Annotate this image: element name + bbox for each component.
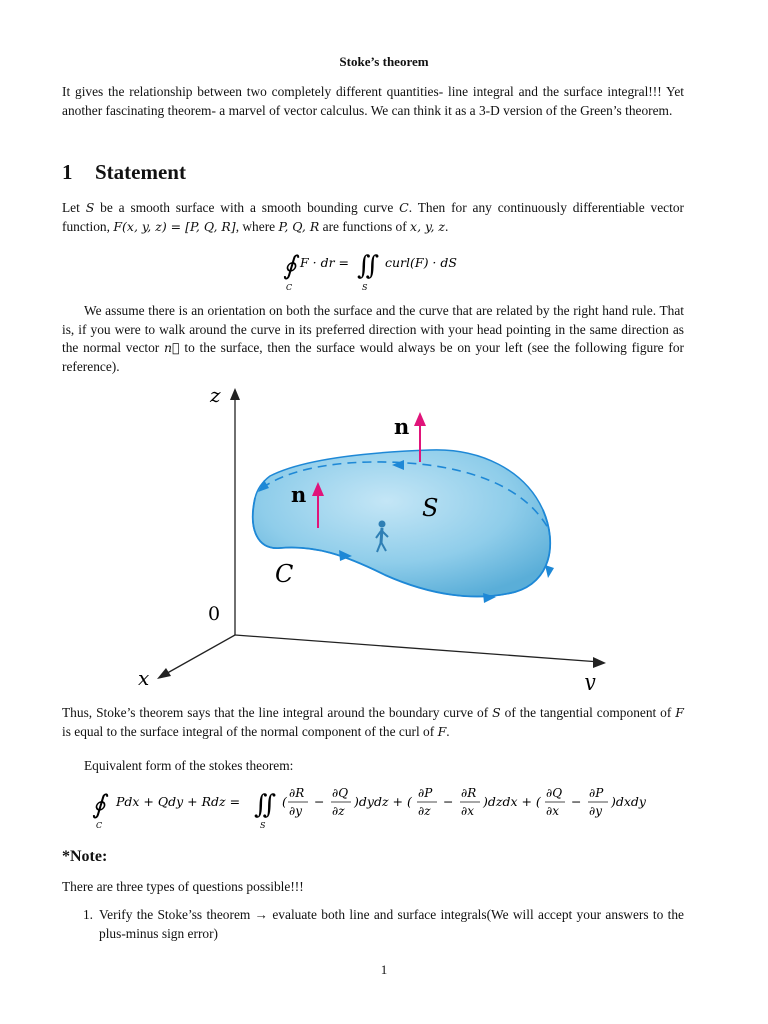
math-s-2: S [492,705,501,720]
eq2-sub-s: S [260,821,266,830]
math-n-vector: n⃗ [164,340,180,355]
eq2-frac4-num: ∂R [461,786,477,800]
orientation-text-a: We assume there is an orientation on both the surface and the curve that are related by the right hand rule. That is, if you were to walk around the curve in its preferred direction with your head pointing in the same direction as the normal vector [62,303,684,355]
eq2-minus-1: − [314,794,325,809]
normal-label-top: n [394,414,410,439]
eq2-open-paren: ( [282,794,287,809]
eq2-term1: )dydz + ( [354,794,412,809]
eq2-frac6-den: ∂y [589,804,602,818]
equivalent-label: Equivalent form of the stokes theorem: [84,758,294,773]
eq2-minus-3: − [571,794,582,809]
eq2-minus-2: − [443,794,454,809]
list-item [62,906,684,943]
eq2-term2: )dzdx + ( [483,794,541,809]
x-axis [162,635,235,676]
double-integral-symbol: ∬ [357,251,380,281]
document-title: Stoke’s theorem [339,54,429,69]
eq2-contour-symbol: ∮ [92,790,106,820]
equation-stokes [0,246,768,296]
stokes-figure-svg [130,380,620,690]
eq2-frac1-num: ∂R [289,786,305,800]
stokes-figure [130,380,620,690]
list-item-number: 1. [82,907,93,922]
math-f-1: F [675,705,684,720]
statement-text-4: , where [235,218,276,234]
section-number: 1 [62,160,73,184]
math-s: S [85,200,95,215]
y-axis-label: y [584,669,596,690]
x-axis-arrow [157,668,171,679]
eq1-rhs: curl(F) · dS [385,255,457,270]
y-axis-arrow [593,657,606,668]
math-f-function: F(x, y, z) = [P, Q, R] [113,218,236,234]
thus-text-c: is equal to the surface integral of the normal component of the curl of [62,723,435,739]
list-item-text: Verify the Stoke’ss theorem → evaluate both line and surface integrals(We will accept your answers to the plus-minus sign error) [99,907,684,941]
statement-text-3: . Then for any continuously differentiable vector function, [62,200,684,234]
orientation-text-b: to the surface, then the surface would always be on your left (see the following figure for reference). [62,340,684,374]
eq2-frac1-den: ∂y [289,804,302,818]
thus-text-d: . [446,723,450,739]
eq2-frac5-num: ∂Q [546,786,563,800]
eq2-term3: )dxdy [611,794,646,809]
equation-stokes-svg [0,246,768,296]
eq1-sub-s: S [362,283,368,292]
eq2-lhs: Pdx + Qdy + Rdz = [116,794,241,809]
eq2-frac4-den: ∂x [461,804,474,818]
z-axis-label: z [210,383,221,407]
normal-vector-top-head [414,412,426,426]
statement-text-1: Let [62,200,80,215]
y-axis [235,635,600,662]
statement-text-6: . [444,218,449,234]
eq1-sub-c: C [286,283,293,292]
eq2-sub-c: C [96,821,103,830]
z-axis-arrow [230,388,240,400]
normal-label-left: n [291,482,307,507]
eq2-frac6-num: ∂P [589,786,604,800]
math-pqr: P, Q, R [278,218,320,234]
note-heading: *Note: [62,848,108,865]
note-text: There are three types of questions possible!!! [62,879,304,894]
curve-label-c: C [275,560,294,588]
origin-label: 0 [208,603,221,625]
eq2-frac3-den: ∂z [418,804,431,818]
intro-paragraph: It gives the relationship between two completely different quantities- line integral and the surface integral!!! Yet another fascinating theorem- a marvel of vector calculus. We can think it as a 3-D version of the Green’s theorem. [62,84,684,118]
statement-text-2: be a smooth surface with a smooth bounding curve [100,200,394,215]
x-axis-label: x [138,666,150,690]
orientation-paragraph [62,302,684,376]
page-number: 1 [380,962,388,977]
contour-integral-symbol: ∮ [283,251,297,281]
section-title: Statement [95,160,186,184]
math-xyz: x, y, z [410,218,445,234]
eq2-frac2-num: ∂Q [332,786,349,800]
eq1-lhs: F · dr = [300,255,350,270]
math-f-2: F [437,723,447,739]
thus-paragraph [62,704,684,741]
equation-equivalent-svg [0,780,768,836]
thus-text-b: of the tangential component of [504,705,672,720]
eq2-frac2-den: ∂z [332,804,345,818]
equation-equivalent [0,780,768,836]
eq2-frac5-den: ∂x [546,804,559,818]
eq2-frac3-num: ∂P [418,786,433,800]
section-heading [62,160,186,185]
statement-text-5: are functions of [322,218,407,234]
curve-arrow-right [545,565,554,578]
surface-label-s: S [422,494,439,522]
surface-s [253,450,550,597]
eq2-double-integral-symbol: ∬ [254,790,277,820]
statement-paragraph [62,199,684,236]
thus-text-a: Thus, Stoke’s theorem says that the line integral around the boundary curve of [62,705,489,720]
math-c: C [399,200,409,215]
